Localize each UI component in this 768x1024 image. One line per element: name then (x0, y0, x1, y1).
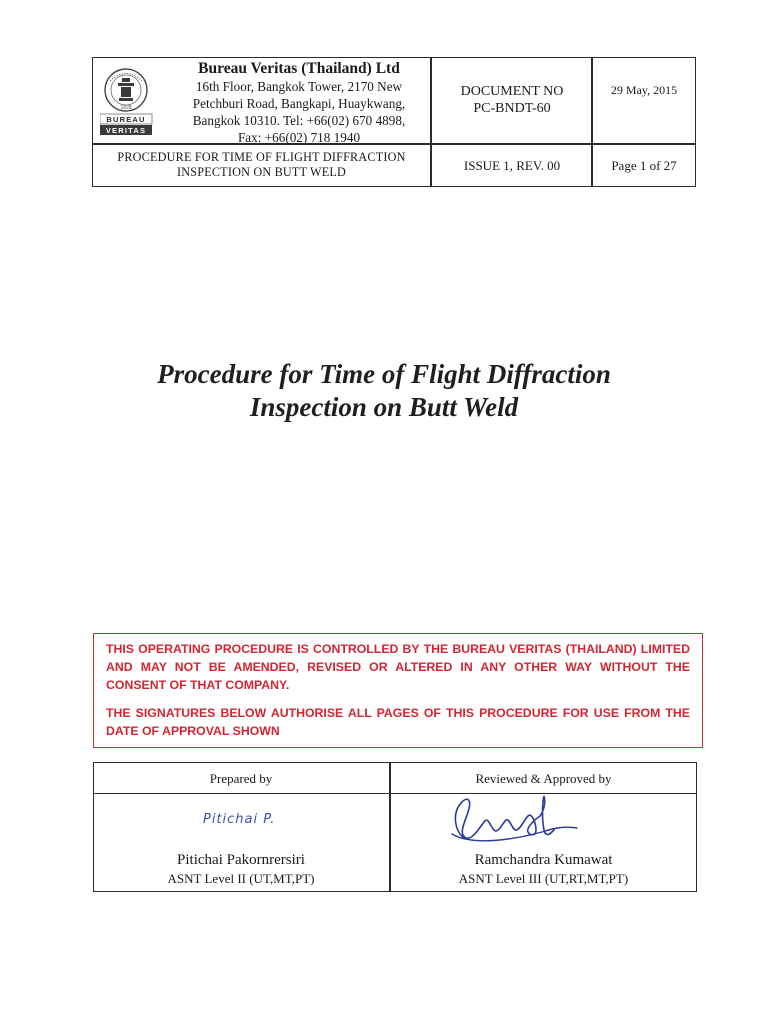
address-line-3: Bangkok 10310. Tel: +66(02) 670 4898, (192, 113, 406, 128)
page-number: Page 1 of 27 (611, 158, 677, 173)
procedure-line-1: PROCEDURE FOR TIME OF FLIGHT DIFFRACTION (117, 150, 406, 164)
issue-revision: ISSUE 1, REV. 00 (463, 158, 561, 173)
document-number-label: DOCUMENT NO (460, 84, 564, 99)
title-line-2: Inspection on Butt Weld (249, 392, 519, 422)
approved-level: ASNT Level III (UT,RT,MT,PT) (458, 871, 629, 886)
document-number: PC-BNDT-60 (473, 101, 551, 116)
approved-signature (432, 790, 582, 852)
prepared-level: ASNT Level II (UT,MT,PT) (167, 871, 315, 886)
procedure-name-cell (93, 150, 430, 180)
prepared-signature-text: Pitichai P. (203, 812, 276, 827)
logo-year: 1828 (120, 105, 132, 111)
prepared-name: Pitichai Pakornrersiri (177, 852, 305, 868)
reviewed-approved-label: Reviewed & Approved by (475, 771, 612, 786)
control-notice-text (106, 640, 690, 740)
bureau-veritas-logo (100, 63, 162, 139)
notice-paragraph-1: THIS OPERATING PROCEDURE IS CONTROLLED BY THE BUREAU VERITAS (THAILAND) LIMITED AND MAY NOT BE AMENDED, REVISED OR ALTERED IN ANY OTHER WAY WITHOUT THE CONSENT OF THAT COMPANY. (106, 642, 690, 692)
notice-paragraph-2: THE SIGNATURES BELOW AUTHORISE ALL PAGES OF THIS PROCEDURE FOR USE FROM THE DATE OF APPROVAL SHOWN (106, 706, 690, 738)
document-date: 29 May, 2015 (610, 83, 678, 97)
title-line-1: Procedure for Time of Flight Diffraction (157, 359, 611, 389)
approved-name: Ramchandra Kumawat (474, 852, 613, 868)
logo-text-bureau: BUREAU (106, 115, 146, 124)
address-line-2: Petchburi Road, Bangkapi, Huaykwang, (192, 96, 406, 111)
procedure-line-2: INSPECTION ON BUTT WELD (176, 165, 346, 179)
document-number-cell (432, 83, 592, 117)
logo-text-veritas: VERITAS (105, 126, 147, 135)
prepared-by-label: Prepared by (209, 771, 273, 786)
address-line-1: 16th Floor, Bangkok Tower, 2170 New (195, 79, 403, 94)
prepared-signature (203, 810, 303, 828)
company-name: Bureau Veritas (Thailand) Ltd (198, 60, 400, 77)
company-block (172, 60, 426, 146)
signature-header-divider (93, 793, 697, 794)
address-line-4: Fax: +66(02) 718 1940 (237, 130, 361, 145)
document-title (100, 358, 668, 424)
